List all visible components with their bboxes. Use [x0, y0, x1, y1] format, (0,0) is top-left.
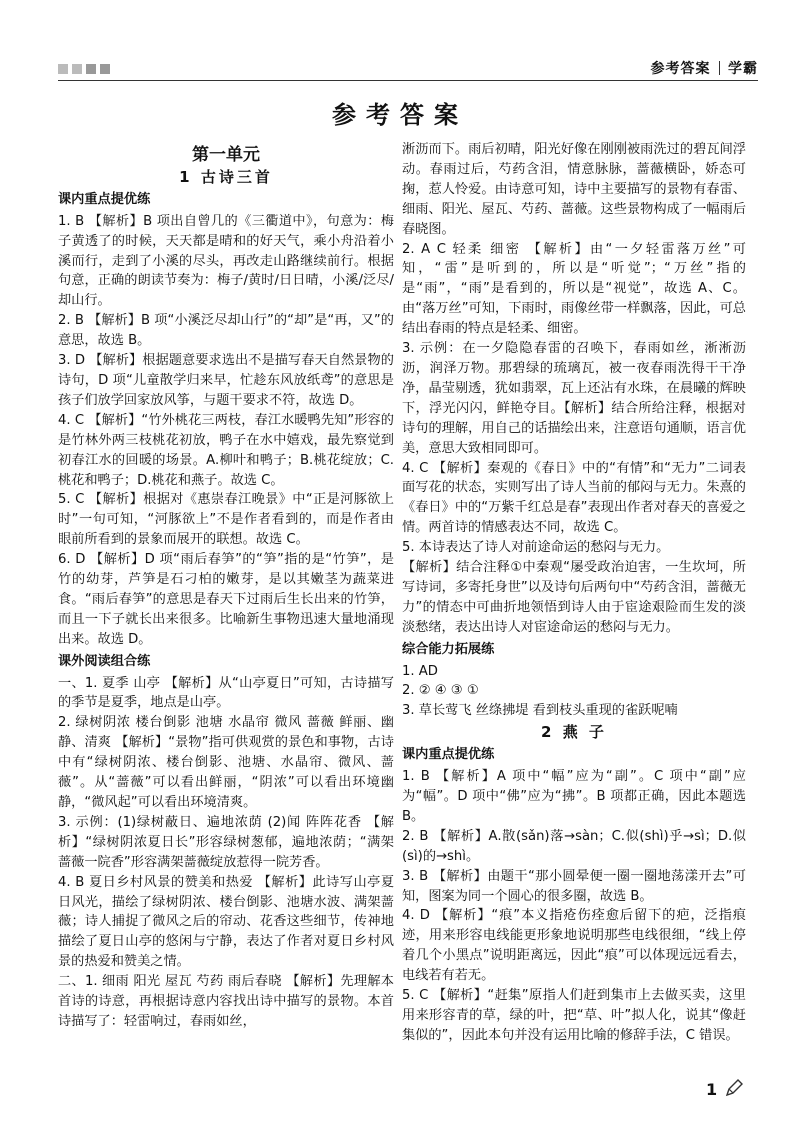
- answer-paragraph: 3. 示例：(1)绿树蔽日、遍地浓荫 (2)闻 阵阵花香 【解析】“绿树阴浓夏日长”形容绿树葱郁，遍地浓荫；“满架蔷薇一院香”形容满架蔷薇绽放惹得一院芳香。: [58, 814, 394, 870]
- answer-paragraph: 4. C 【解析】秦观的《春日》中的“有情”和“无力”二词表面写花的状态，实则写出了诗人当前的郁闷与无力。朱熹的《春日》中的“万紫千红总是春”表现出作者对春天的喜爱之情。两首诗的情感表达不同，故选 C。: [402, 460, 746, 536]
- answer-paragraph: 4. D 【解析】“痕”本义指疮伤痊愈后留下的疤，泛指痕迹，用来形容电线能更形象地说明那些电线很细，“线上停着几个小黑点”说明距离远，因此“痕”可以体现远远看去，电线若有若无。: [402, 908, 746, 984]
- answer-paragraph: 2. ② ④ ③ ①: [402, 683, 479, 699]
- header-bar: [58, 58, 758, 81]
- section-heading: 综合能力拓展练: [402, 641, 495, 657]
- answer-paragraph: 6. D 【解析】D 项“雨后春笋”的“笋”指的是“竹笋”，是竹的幼芽，芦笋是石刁柏的嫩芽，是以其嫩茎为蔬菜进食。“雨后春笋”的意思是春天下过雨后生长出来的竹笋，而且一下子就长出来很多。比喻新生事物迅速大量地涌现出来。故选 D。: [58, 552, 394, 647]
- unit-heading: 第一单元: [192, 145, 260, 165]
- answer-paragraph: 3. 示例：在一夕隐隐春雷的召唤下，春雨如丝，淅淅沥沥，润泽万物。那碧绿的琉璃瓦，被一夜春雨洗得干干净净，晶莹剔透，犹如翡翠，瓦上还沾有水珠，在晨曦的辉映下，浮光闪闪，鲜艳夺目。【解析】结合所给注释，根据对诗句的理解，用自己的话描绘出来，注意语句通顺，语言优美，意思大致相同即可。: [402, 341, 746, 456]
- answer-paragraph: 2. B 【解析】A.散(sǎn)落→sàn；C.似(shì)乎→sì；D.似(sì)的→shì。: [402, 828, 746, 864]
- header-section-label: 参考答案: [650, 61, 711, 77]
- section-heading: 课内重点提优练: [402, 747, 495, 763]
- header-separator: [719, 61, 721, 75]
- answer-paragraph: 1. B 【解析】A 项中“幅”应为“副”。C 项中“副”应为“幅”。D 项中“佛”应为“拂”。B 项都正确，因此本题选 B。: [402, 769, 746, 824]
- answer-paragraph: 5. 本诗表达了诗人对前途命运的愁闷与无力。: [402, 540, 670, 556]
- pencil-icon: [724, 1078, 744, 1098]
- answer-paragraph: 1. B 【解析】B 项出自曾几的《三衢道中》，句意为：梅子黄透了的时候，天天都是晴和的好天气，乘小舟沿着小溪而行，走到了小溪的尽头，再改走山路继续前行。根据句意，正确的朗读节奏为：梅子/黄时/日日晴，小溪/泛尽/却山行。: [58, 213, 394, 309]
- answer-paragraph: 2. A C 轻柔 细密 【解析】由“一夕轻雷落万丝”可知，“雷”是听到的，所以是“听觉”；“万丝”指的是“雨”，“雨”是看到的，所以是“视觉”，故选 A、C。由“落万丝”可知，下雨时，雨像丝带一样飘落，因此，可总结出春雨的特点是轻柔、细密。: [402, 241, 746, 337]
- answer-paragraph: 3. B 【解析】由题干“那小圆晕便一圈一圈地荡漾开去”可知，图案为同一个圆心的很多圈，故选 B。: [402, 868, 746, 904]
- column-left: [58, 140, 394, 1032]
- answer-paragraph: 5. C 【解析】“赶集”原指人们赶到集市上去做买卖，这里用来形容青的草，绿的叶，把“草、叶”拟人化，说其“像赶集似的”，因此本句并没有运用比喻的修辞手法，C 错误。: [402, 988, 746, 1043]
- answer-paragraph: 淅沥而下。雨后初晴，阳光好像在刚刚被雨洗过的碧瓦间浮动。春雨过后，芍药含泪，情意脉脉，蔷薇横卧，娇态可掬，惹人怜爱。由诗意可知，诗中主要描写的景物有春雷、细雨、阳光、屋瓦、芍药、蔷薇。这些景物构成了一幅雨后春晓图。: [402, 142, 746, 237]
- answer-paragraph: 3. D 【解析】根据题意要求选出不是描写春天自然景物的诗句，D 项“儿童散学归来早，忙趁东风放纸鸢”的意思是孩子们放学回家放风筝，与题干要求不符，故选 D。: [58, 353, 394, 408]
- lesson-heading: 2 燕 子: [541, 723, 607, 742]
- header-decoration: [58, 64, 110, 74]
- section-heading: 课外阅读组合练: [58, 653, 151, 669]
- answer-paragraph: 3. 草长莺飞 丝绦拂堤 看到枝头重现的雀跃呢喃: [402, 703, 678, 719]
- section-heading: 课内重点提优练: [58, 191, 151, 207]
- column-right: [402, 140, 746, 1046]
- answer-paragraph: 【解析】结合注释①中秦观“屡受政治迫害，一生坎坷，所写诗词，多寄托身世”以及诗句后两句中“芍药含泪，蔷薇无力”的情态中可曲折地领悟到诗人由于宦途艰险而生发的淡淡愁绪，表达出诗人对宦途命运的愁闷与无力。: [402, 560, 746, 635]
- answer-paragraph: 1. AD: [402, 663, 438, 679]
- answer-paragraph: 一、1. 夏季 山亭 【解析】从“山亭夏日”可知，古诗描写的季节是夏季，地点是山亭。: [58, 675, 394, 711]
- answer-paragraph: 2. 绿树阴浓 楼台倒影 池塘 水晶帘 微风 蔷薇 鲜丽、幽静、清爽 【解析】“景物”指可供观赏的景色和事物，古诗中有“绿树阴浓、楼台倒影、池塘、水晶帘、微风、蔷薇”。从“蔷薇”可以看出鲜丽，“阴浓”可以看出环境幽静，“微风起”可以看出环境清爽。: [58, 715, 394, 810]
- page-title: 参考答案: [332, 101, 468, 129]
- answer-paragraph: 二、1. 细雨 阳光 屋瓦 芍药 雨后春晓 【解析】先理解本首诗的诗意，再根据诗意内容找出诗中描写的景物。本首诗描写了：轻雷响过，春雨如丝，: [58, 974, 394, 1029]
- answer-paragraph: 4. B 夏日乡村风景的赞美和热爱 【解析】此诗写山亭夏日风光，描绘了绿树阴浓、楼台倒影、池塘水波、满架蔷薇；诗人捕捉了微风之后的帘动、花香这些细节，传神地描绘了夏日山亭的悠闲与宁静，表达了作者对夏日乡村风景的热爱和赞美之情。: [58, 874, 394, 970]
- header-right: [651, 58, 759, 78]
- page-number: 1: [706, 1080, 718, 1099]
- brand-logo: 学霸: [728, 61, 758, 77]
- lesson-heading: 1 古诗三首: [179, 167, 273, 186]
- answer-paragraph: 2. B 【解析】B 项“小溪泛尽却山行”的“却”是“再，又”的意思，故选 B。: [58, 313, 394, 349]
- answer-paragraph: 5. C 【解析】根据对《惠崇春江晚景》中“正是河豚欲上时”一句可知，“河豚欲上”不是作者看到的，而是作者由眼前所看到的景象而展开的联想。故选 C。: [58, 492, 394, 548]
- answer-paragraph: 4. C 【解析】“竹外桃花三两枝，春江水暖鸭先知”形容的是竹林外两三枝桃花初放，鸭子在水中嬉戏，最先察觉到初春江水的回暖的场景。A.柳叶和鸭子；B.桃花绽放；C.桃花和鸭子；D.桃花和燕子。故选 C。: [58, 412, 394, 488]
